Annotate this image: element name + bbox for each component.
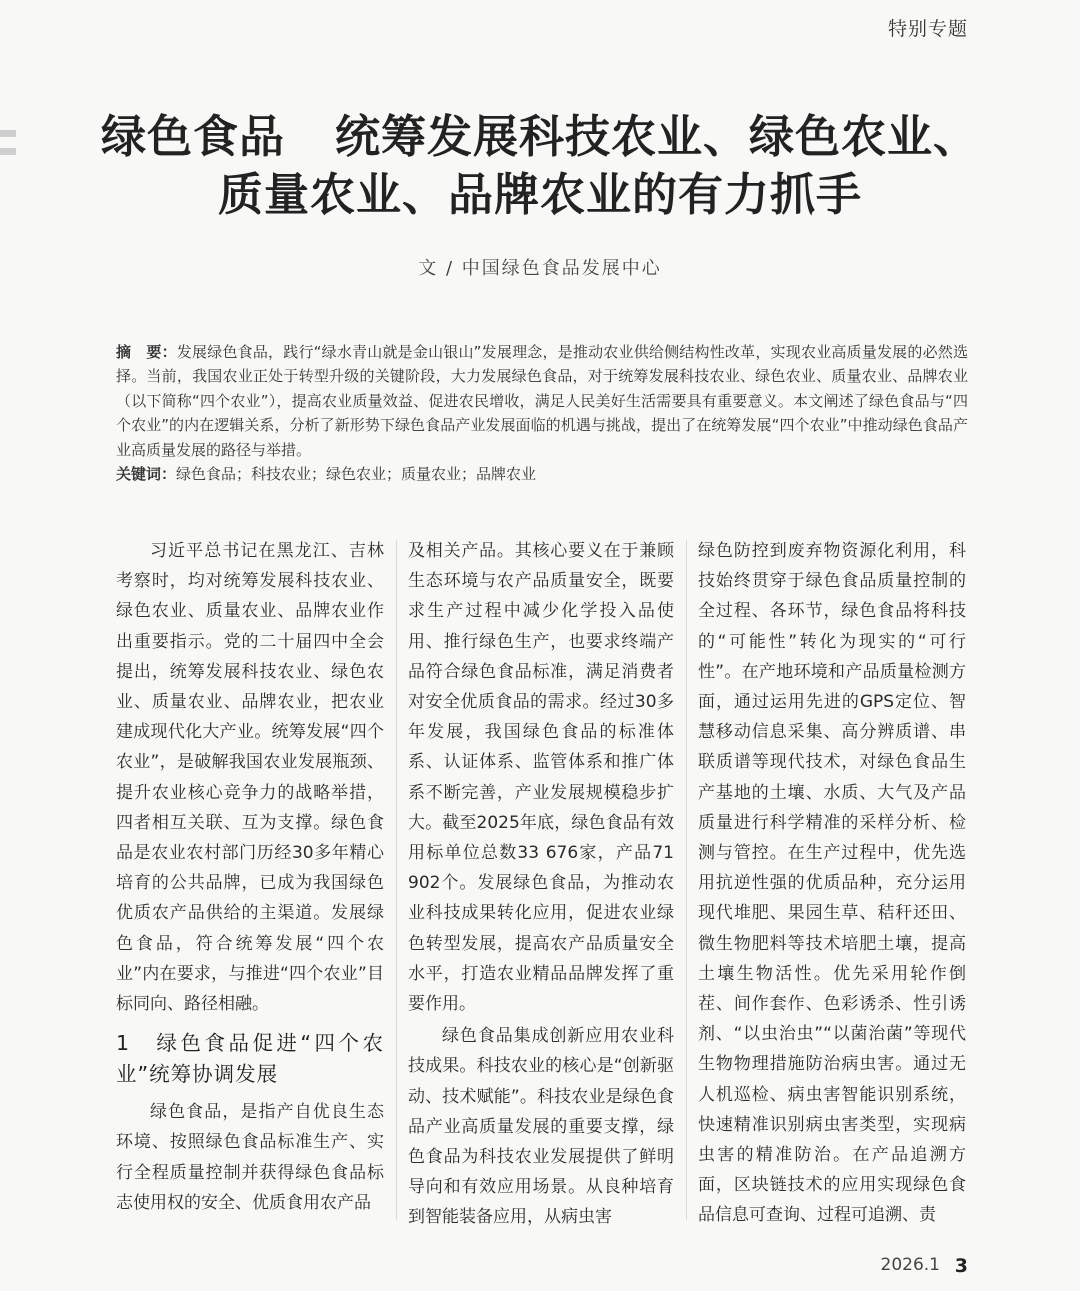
article-title [0,108,1080,224]
column-divider [396,540,397,1220]
paragraph: 绿色食品集成创新应用农业科技成果。科技农业的核心是“创新驱动、技术赋能”。科技农业是绿色食品产业高质量发展的重要支撑，绿色食品为科技农业发展提供了鲜明导向和有效应用场景。从良种培育到智能装备应用，从病虫害 [408,1026,674,1228]
abstract [116,340,968,462]
keywords-text: 绿色食品；科技农业；绿色农业；质量农业；品牌农业 [176,465,537,484]
title-line-2: 质量农业、品牌农业的有力抓手 [217,168,862,221]
byline: 文 / 中国绿色食品发展中心 [418,258,662,279]
section-tag: 特别专题 [887,18,968,40]
abstract-block [116,340,968,486]
paragraph: 习近平总书记在黑龙江、吉林考察时，均对统筹发展科技农业、绿色农业、质量农业、品牌农业作出重要指示。党的二十届四中全会提出，统筹发展科技农业、绿色农业、质量农业、品牌农业，把农业建成现代化大产业。统筹发展“四个农业”，是破解我国农业发展瓶颈、提升农业核心竞争力的战略举措，四者相互关联、互为支撑。绿色食品是农业农村部门历经30多年精心培育的公共品牌，已成为我国绿色优质农产品供给的主渠道。发展绿色食品，符合统筹发展“四个农业”内在要求，与推进“四个农业”目标同向、路径相融。 [116,541,384,1015]
issue-date: 2026.1 [880,1255,940,1275]
abstract-label: 摘 要： [116,343,177,361]
paragraph: 绿色防控到废弃物资源化利用，科技始终贯穿于绿色食品质量控制的全过程、各环节，绿色食品将科技的“可能性”转化为现实的“可行性”。在产地环境和产品质量检测方面，通过运用先进的GPS定位、智慧移动信息采集、高分辨质谱、串联质谱等现代技术，对绿色食品生产基地的土壤、水质、大气及产品质量进行科学精准的采样分析、检测与管控。在生产过程中，优先选用抗逆性强的优质品种，充分运用现代堆肥、果园生草、秸秆还田、微生物肥料等技术培肥土壤，提高土壤生物活性。优先采用轮作倒茬、间作套作、色彩诱杀、性引诱剂、“以虫治虫”“以菌治菌”等现代生物物理措施防治病虫害。通过无人机巡检、病虫害智能识别系统，快速精准识别病虫害类型，实现病虫害的精准防治。在产品追溯方面，区块链技术的应用实现绿色食品信息可查询、过程可追溯、责 [698,541,966,1226]
section-heading: 1 绿色食品促进“四个农业”统筹协调发展 [116,1031,384,1087]
column-divider [686,540,687,1220]
body-column-2 [408,536,674,1233]
title-line-1: 绿色食品 统筹发展科技农业、绿色农业、 [100,110,979,163]
body-column-3 [698,536,966,1231]
paragraph: 及相关产品。其核心要义在于兼顾生态环境与农产品质量安全，既要求生产过程中减少化学投入品使用、推行绿色生产，也要求终端产品符合绿色食品标准，满足消费者对安全优质食品的需求。经过30多年发展，我国绿色食品的标准体系、认证体系、监管体系和推广体系不断完善，产业发展规模稳步扩大。截至2025年底，绿色食品有效用标单位总数33 676家，产品71 902个。发展绿色食品，为推动农业科技成果转化应用，促进农业绿色转型发展，提高农产品质量安全水平，打造农业精品品牌发挥了重要作用。 [408,541,674,1015]
paragraph: 绿色食品，是指产自优良生态环境、按照绿色食品标准生产、实行全程质量控制并获得绿色食品标志使用权的安全、优质食用农产品 [116,1102,384,1213]
body-column-1 [116,536,384,1218]
page-number: 3 [954,1255,968,1277]
keywords [116,462,968,486]
abstract-text: 发展绿色食品，践行“绿水青山就是金山银山”发展理念，是推动农业供给侧结构性改革，实现农业高质量发展的必然选择。当前，我国农业正处于转型升级的关键阶段，大力发展绿色食品，对于统筹发展科技农业、绿色农业、质量农业、品牌农业（以下简称“四个农业”），提高农业质量效益、促进农民增收，满足人民美好生活需要具有重要意义。本文阐述了绿色食品与“四个农业”的内在逻辑关系，分析了新形势下绿色食品产业发展面临的机遇与挑战，提出了在统筹发展“四个农业”中推动绿色食品产业高质量发展的路径与举措。 [116,343,968,459]
keywords-label: 关键词： [116,465,177,484]
